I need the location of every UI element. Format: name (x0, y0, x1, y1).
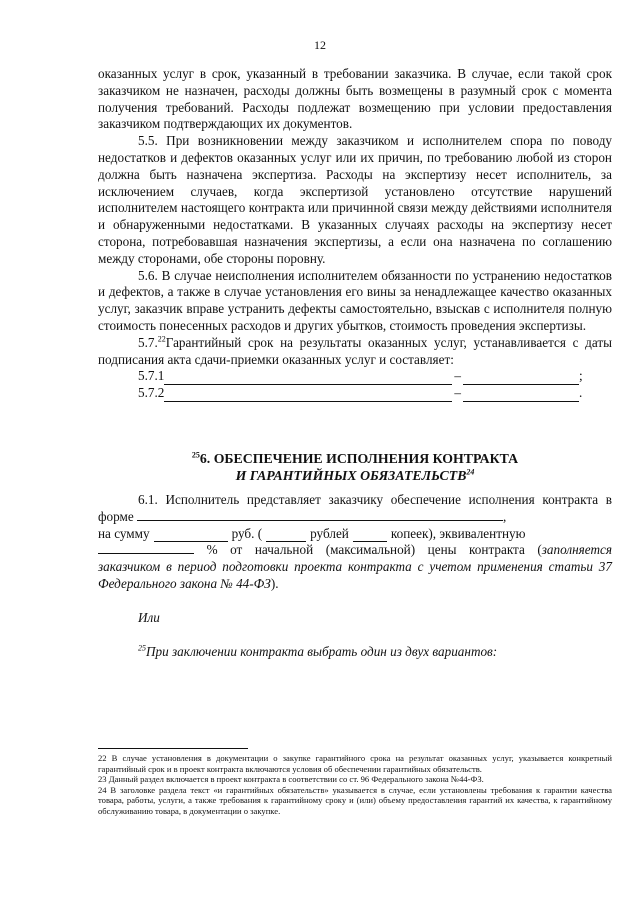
or-text: Или (138, 609, 160, 625)
footnote-24: 24 В заголовке раздела текст «и гарантийных обязательств» указывается в случае, если установлены требования к гарантии качества товара, работы, услуги, а также требования к гарантийному сроку и (или) объему предоставления гарантий их качества, к гарантийному обслуживанию товара, в документации о закупке. (98, 784, 612, 816)
paragraph-5-6: 5.6. В случае неисполнения исполнителем обязанности по устранению недостатков и дефектов, а также в случае установления его вины за ненадлежащее качество оказанных услуг, заказчик вправе устранить дефекты самостоятельно, взыскав с исполнителя полную стоимость понесенных расходов и других убытков, стоимость проведения экспертизы. (98, 267, 612, 333)
item-5-7-1 (98, 368, 612, 385)
document-body (98, 66, 612, 660)
para-6-1-start: 6.1. Исполнитель представляет заказчику обеспечение исполнения контракта в форме (98, 491, 612, 524)
footnote-22: 22 В случае установления в документации о закупке гарантийного срока на результат оказанных услуг, указывается конкретный гарантийный срок и в проект контракта включаются условия об обеспечении гарантийных обязательств. (98, 753, 612, 774)
italic-note: заполняется заказчиком в период подготовки проекта контракта с учетом применения статьи 37 Федерального закона № 44-ФЗ (98, 542, 612, 591)
dash: – (454, 368, 461, 384)
heading-line-1: 6. ОБЕСПЕЧЕНИЕ ИСПОЛНЕНИЯ КОНТРАКТА (199, 450, 519, 466)
punctuation: . (578, 385, 583, 401)
paragraph-6-1: 6.1. Исполнитель представляет заказчику обеспечение исполнения контракта в форме , на сумму руб. ( рублей копеек), эквивалентную % от начальной (максимальной) цены контракта (заполняется заказчиком в период подготовки проекта контракта с учетом применения статьи 37 Федерального закона № 44-ФЗ). (98, 491, 612, 591)
paragraph-continuation: оказанных услуг в срок, указанный в требовании заказчика. В случае, если такой срок заказчиком не назначен, расходы должны быть возмещены в разумный срок с момента получения требований. Расходы подлежат возмещению при условии предоставления заказчиком подтверждающих их документов. (98, 66, 612, 132)
punctuation: ; (578, 368, 583, 384)
blank-field[interactable] (98, 543, 194, 554)
clause-text: Гарантийный срок на результаты оказанных услуг, устанавливается с даты подписания акта сдачи-приемки оказанных услуг и составляет: (98, 334, 612, 367)
blank-field[interactable] (137, 510, 503, 521)
blank-field[interactable] (266, 529, 306, 542)
page-number: 12 (314, 38, 326, 52)
blank-field[interactable] (164, 389, 452, 402)
blank-field[interactable] (154, 529, 228, 542)
footnote-ref: 25 (138, 643, 146, 653)
paragraph-5-5: 5.5. При возникновении между заказчиком и исполнителем спора по поводу недостатков и дефектов оказанных услуг или их причин, по требованию любой из сторон должна быть назначена экспертиза. Расходы на экспертизу несет исполнитель, за исключением случаев, когда экспертизой установлено отсутствие нарушений исполнителем настоящего контракта или причинной связи между действиями исполнителя и обнаруженными недостатками. В указанных случаях расходы на экспертизу несет сторона, потребовавшая назначения экспертизы, а если она назначена по соглашению между сторонами, обе стороны поровну. (98, 133, 612, 266)
blank-field[interactable] (353, 529, 387, 542)
footnote-ref: 24 (466, 467, 475, 477)
dash: – (454, 385, 461, 401)
item-label: 5.7.2 (138, 385, 165, 401)
blank-field[interactable] (463, 389, 579, 402)
footnote-ref: 25 (191, 450, 200, 460)
footnotes (98, 753, 612, 817)
heading-line-2: И ГАРАНТИЙНЫХ ОБЯЗАТЕЛЬСТВ (235, 467, 467, 483)
section-6-heading (98, 450, 612, 484)
blank-field[interactable] (463, 372, 579, 385)
item-label: 5.7.1 (138, 368, 165, 384)
item-5-7-2 (98, 385, 612, 402)
paragraph-5-7 (98, 335, 612, 369)
clause-number: 5.7. (138, 334, 158, 350)
footnote-separator (98, 748, 248, 749)
footnote-ref: 22 (157, 334, 166, 344)
variant-note: $^{25}$При заключении контракта выбрать один из двух вариантов: (138, 643, 498, 659)
blank-field[interactable] (164, 372, 452, 385)
footnote-23: 23 Данный раздел включается в проект контракта в соответствии со ст. 96 Федерального закона №44-ФЗ. (98, 774, 484, 785)
